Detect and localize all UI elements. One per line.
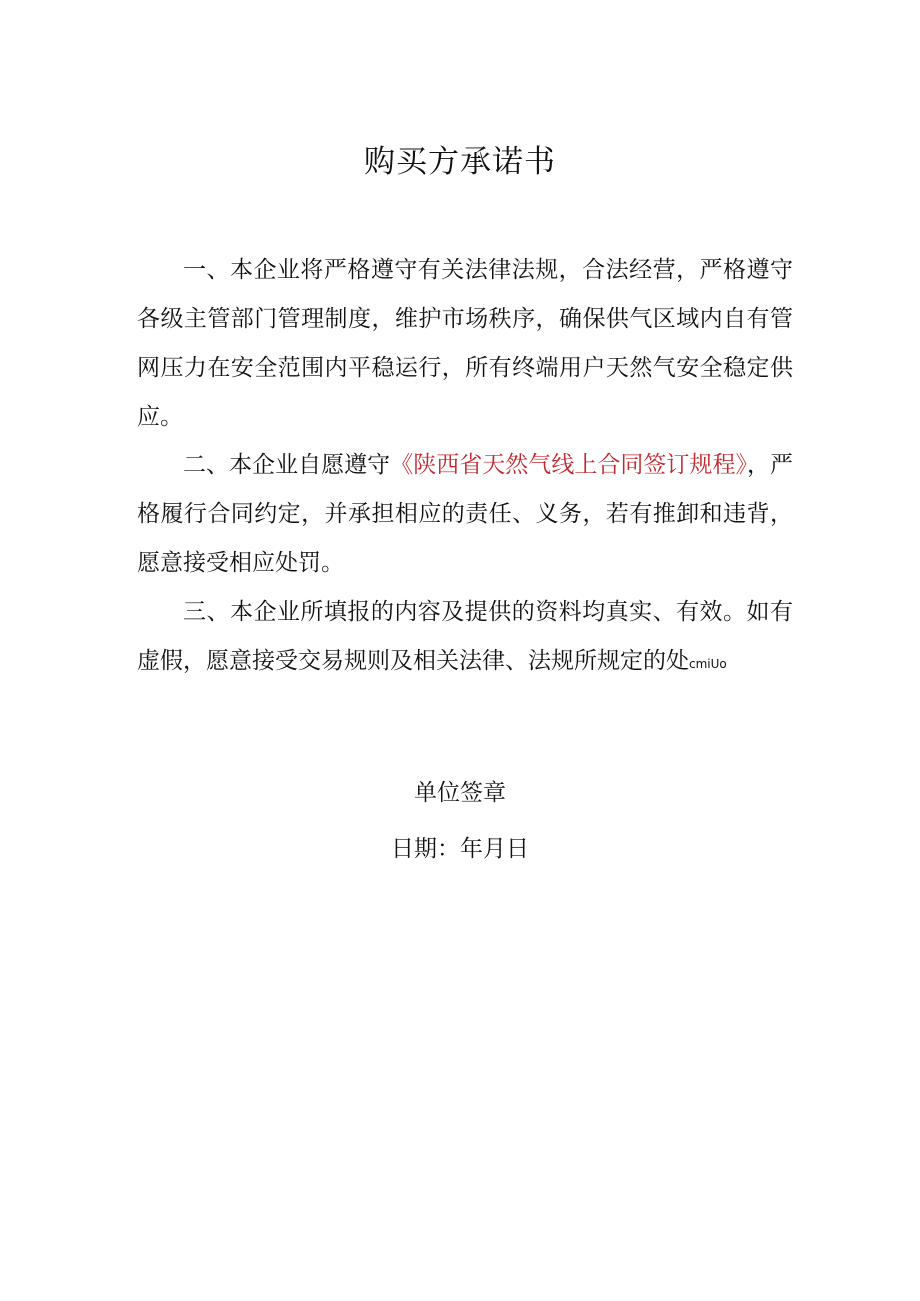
paragraph-3-text: 三、本企业所填报的内容及提供的资料均真实、有效。如有虚假，愿意接受交易规则及相关法律、法规所规定的处 [137,599,793,674]
paragraph-2-prefix: 二、本企业自愿遵守 [183,452,391,478]
paragraph-2-suffix: ，严格履行合同约定，并承担相应的责任、义务，若有推卸和违背，愿意接受相应处罚。 [137,452,794,576]
date-label: 日期：年月日 [391,836,529,862]
commitment-paragraph-3 [137,588,793,689]
garbled-tail-text: cmiUo [689,657,727,671]
seal-label: 单位签章 [414,780,506,806]
regulation-title: 《陕西省天然气线上合同签订规程》 [390,452,747,478]
commitment-paragraph-1: 一、本企业将严格遵守有关法律法规，合法经营，严格遵守各级主管部门管理制度，维护市场秩序，确保供气区域内自有管网压力在安全范围内平稳运行，所有终端用户天然气安全稳定供应。 [137,257,793,430]
document-title: 购买方承诺书 [364,144,556,180]
commitment-paragraph-2 [137,441,793,588]
